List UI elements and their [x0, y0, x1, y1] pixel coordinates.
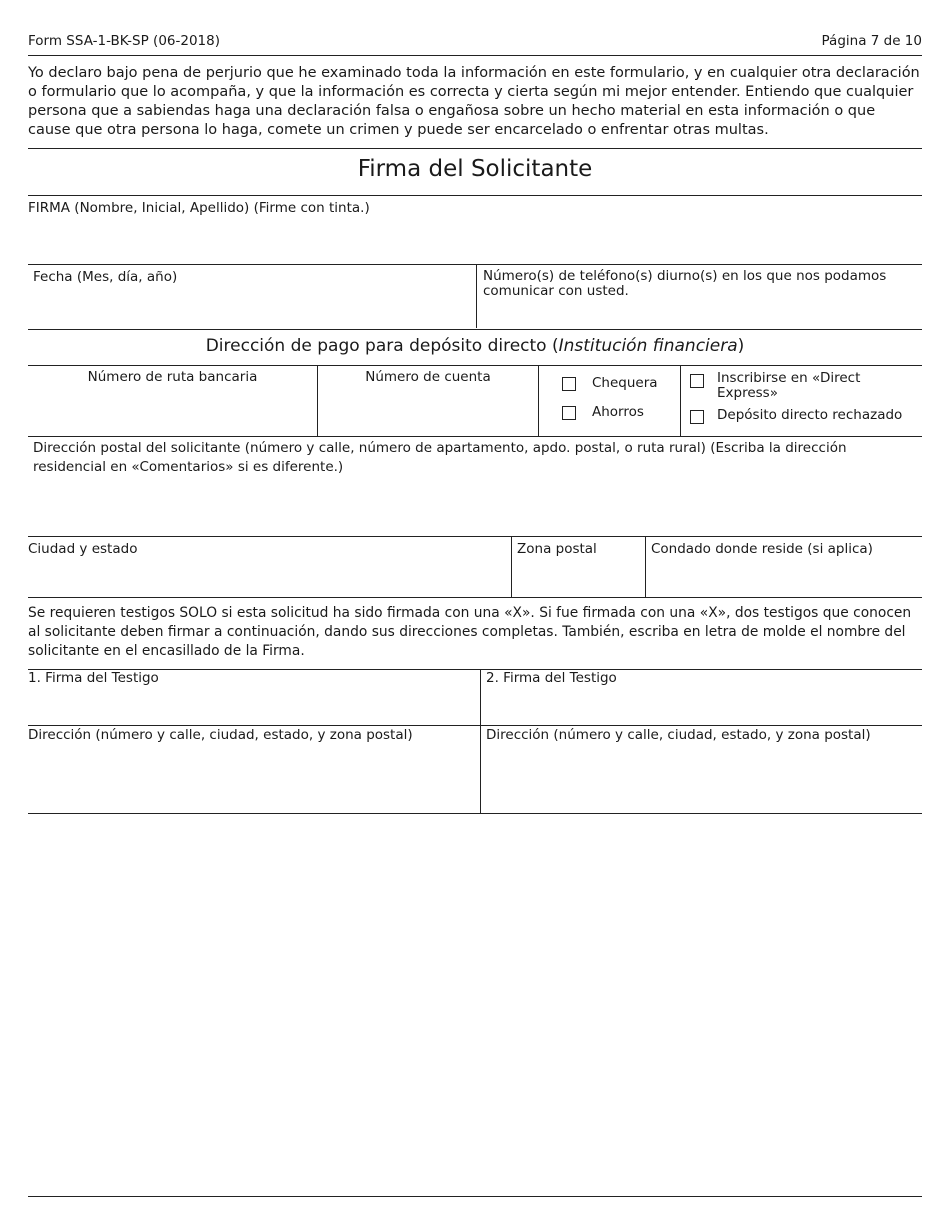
signature-label: FIRMA (Nombre, Inicial, Apellido) (Firme con tinta.)	[28, 200, 370, 216]
divider	[28, 813, 922, 814]
header-rule	[28, 55, 922, 56]
mailing-address-label: Dirección postal del solicitante (número y calle, número de apartamento, apdo. postal, o ruta rural) (Escriba la dirección residencial en «Comentarios» si es diferente.)	[33, 440, 847, 475]
signature-field[interactable]	[28, 218, 922, 263]
divider	[28, 264, 922, 265]
county-field[interactable]	[646, 560, 922, 596]
checking-label: Chequera	[592, 375, 658, 391]
witness2-signature-label: 2. Firma del Testigo	[486, 670, 617, 686]
divider	[28, 148, 922, 149]
date-field[interactable]	[28, 287, 474, 327]
direct-deposit-title	[28, 335, 922, 357]
signature-section-title: Firma del Solicitante	[357, 156, 593, 182]
direct-deposit-title-prefix: Dirección de pago para depósito directo (	[205, 336, 559, 356]
account-number-field[interactable]	[318, 389, 537, 435]
deposit-refused-label: Depósito directo rechazado	[717, 407, 903, 423]
zip-label: Zona postal	[517, 541, 597, 557]
witness1-address-field[interactable]	[28, 746, 479, 812]
witness1-address-label: Dirección (número y calle, ciudad, estado, y zona postal)	[28, 727, 413, 743]
form-id: Form SSA-1-BK-SP (06-2018)	[28, 33, 220, 49]
witness2-address-label: Dirección (número y calle, ciudad, estado, y zona postal)	[486, 727, 871, 743]
phone-field[interactable]	[478, 301, 922, 327]
savings-label: Ahorros	[592, 404, 644, 420]
footer-rule	[28, 1196, 922, 1197]
city-state-label: Ciudad y estado	[28, 541, 138, 557]
witness2-signature-field[interactable]	[481, 689, 922, 724]
direct-deposit-title-italic: Institución financiera	[558, 336, 738, 356]
divider	[28, 365, 922, 366]
direct-express-checkbox[interactable]	[690, 374, 704, 388]
witness-note: Se requieren testigos SOLO si esta solicitud ha sido firmada con una «X». Si fue firmada con una «X», dos testigos que conocen al solicitante deben firmar a continuación, dando sus direcciones completas. También, escriba en letra de molde el nombre del solicitante en el encasillado de la Firma.	[28, 605, 912, 659]
divider	[28, 597, 922, 598]
routing-number-label: Número de ruta bancaria	[87, 369, 258, 385]
county-label: Condado donde reside (si aplica)	[651, 541, 873, 557]
page-number: Página 7 de 10	[821, 33, 922, 49]
routing-number-field[interactable]	[28, 389, 316, 435]
witness1-signature-label: 1. Firma del Testigo	[28, 670, 159, 686]
witness2-address-field[interactable]	[481, 746, 922, 812]
zip-field[interactable]	[512, 560, 644, 596]
perjury-declaration: Yo declaro bajo pena de perjurio que he examinado toda la información en este formulario, y en cualquier otra declaración o formulario que lo acompaña, y que la información es correcta y cierta según mi mejor entender. Entiendo que cualquier persona que a sabiendas haga una declaración falsa o engañosa sobre un hecho material en esta información o que cause que otra persona lo haga, comete un crimen y puede ser encarcelado o enfrentar otras multas.	[28, 65, 920, 138]
phone-label: Número(s) de teléfono(s) diurno(s) en los que nos podamos comunicar con usted.	[483, 268, 887, 299]
divider	[476, 264, 477, 328]
divider	[28, 329, 922, 330]
direct-express-label: Inscribirse en «Direct Express»	[717, 370, 861, 401]
divider	[680, 365, 681, 436]
city-state-field[interactable]	[28, 560, 510, 596]
divider	[28, 725, 922, 726]
checking-checkbox[interactable]	[562, 377, 576, 391]
direct-deposit-title-suffix: )	[737, 336, 745, 356]
divider	[28, 195, 922, 196]
deposit-refused-checkbox[interactable]	[690, 410, 704, 424]
account-number-label: Número de cuenta	[365, 369, 491, 385]
divider	[28, 536, 922, 537]
savings-checkbox[interactable]	[562, 406, 576, 420]
divider	[28, 436, 922, 437]
mailing-address-field[interactable]	[28, 478, 922, 535]
witness1-signature-field[interactable]	[28, 689, 479, 724]
divider	[538, 365, 539, 436]
date-label: Fecha (Mes, día, año)	[33, 269, 178, 285]
